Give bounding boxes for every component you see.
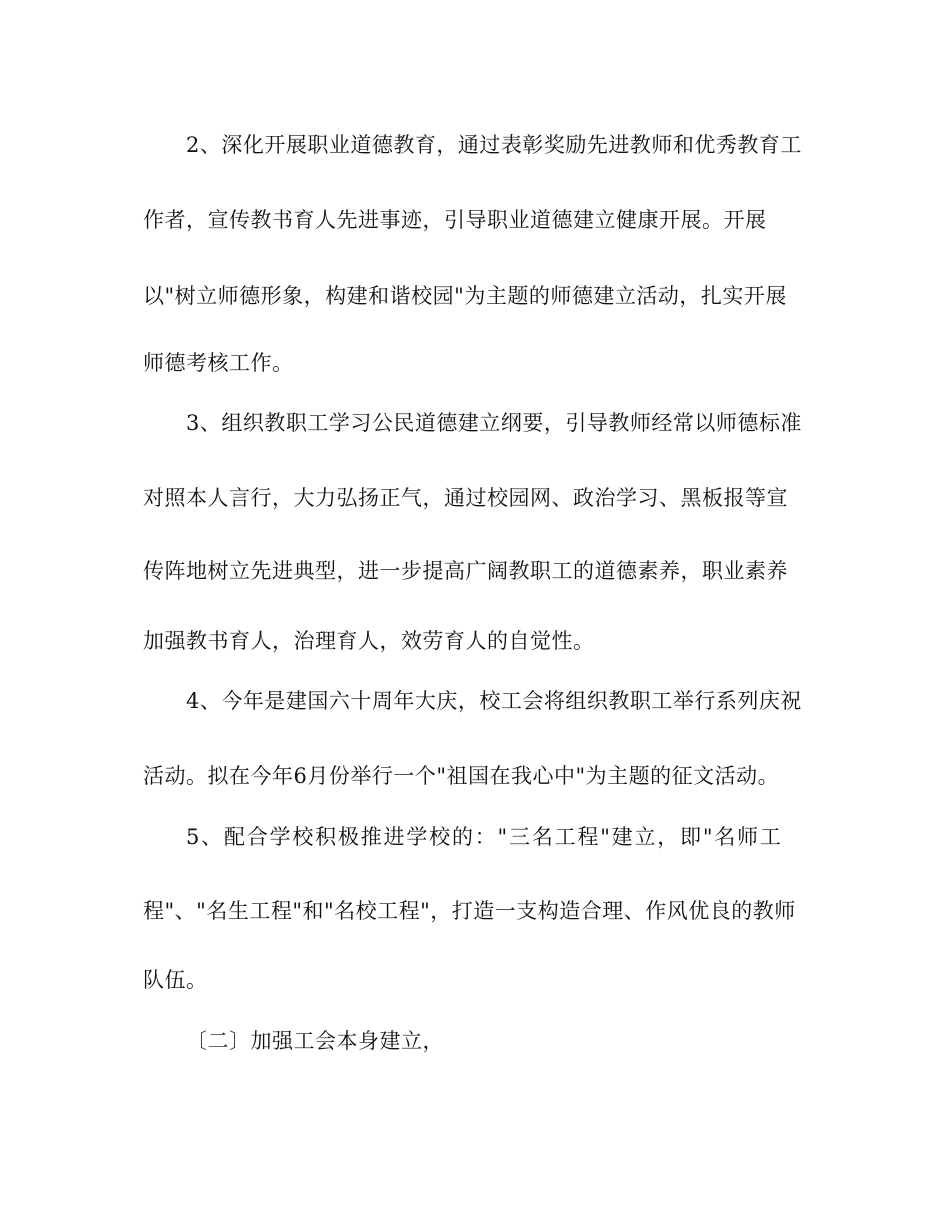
paragraph-2-line-4: 师德考核工作。 (143, 351, 294, 375)
paragraph-3-line-2: 对照本人言行，大力弘扬正气，通过校园网、政治学习、黑板报等宣 (143, 486, 788, 510)
paragraph-5-line-1: 5、配合学校积极推进学校的："三名工程"建立，即"名师工 (186, 825, 783, 849)
paragraph-5-line-2: 程"、"名生工程"和"名校工程"，打造一支构造合理、作风优良的教师 (143, 899, 796, 923)
paragraph-4-line-2: 活动。拟在今年6月份举行一个"祖国在我心中"为主题的征文活动。 (143, 764, 780, 788)
paragraph-2-line-3: 以"树立师德形象，构建和谐校园"为主题的师德建立活动，扎实开展 (143, 284, 787, 308)
paragraph-3-line-4: 加强教书育人，治理育人，效劳育人的自觉性。 (143, 629, 595, 653)
paragraph-4-line-1: 4、今年是建国六十周年大庆，校工会将组织教职工举行系列庆祝 (186, 689, 802, 713)
paragraph-5-line-3: 队伍。 (143, 968, 208, 992)
paragraph-2-line-2: 作者，宣传教书育人先进事迹，引导职业道德建立健康开展。开展 (143, 208, 767, 232)
section-heading: 〔二〕加强工会本身建立， (186, 1029, 444, 1053)
paragraph-2-line-1: 2、深化开展职业道德教育，通过表彰奖励先进教师和优秀教育工 (186, 133, 802, 157)
paragraph-3-line-1: 3、组织教职工学习公民道德建立纲要，引导教师经常以师德标准 (186, 411, 802, 435)
paragraph-3-line-3: 传阵地树立先进典型，进一步提高广阔教职工的道德素养，职业素养 (143, 559, 788, 583)
